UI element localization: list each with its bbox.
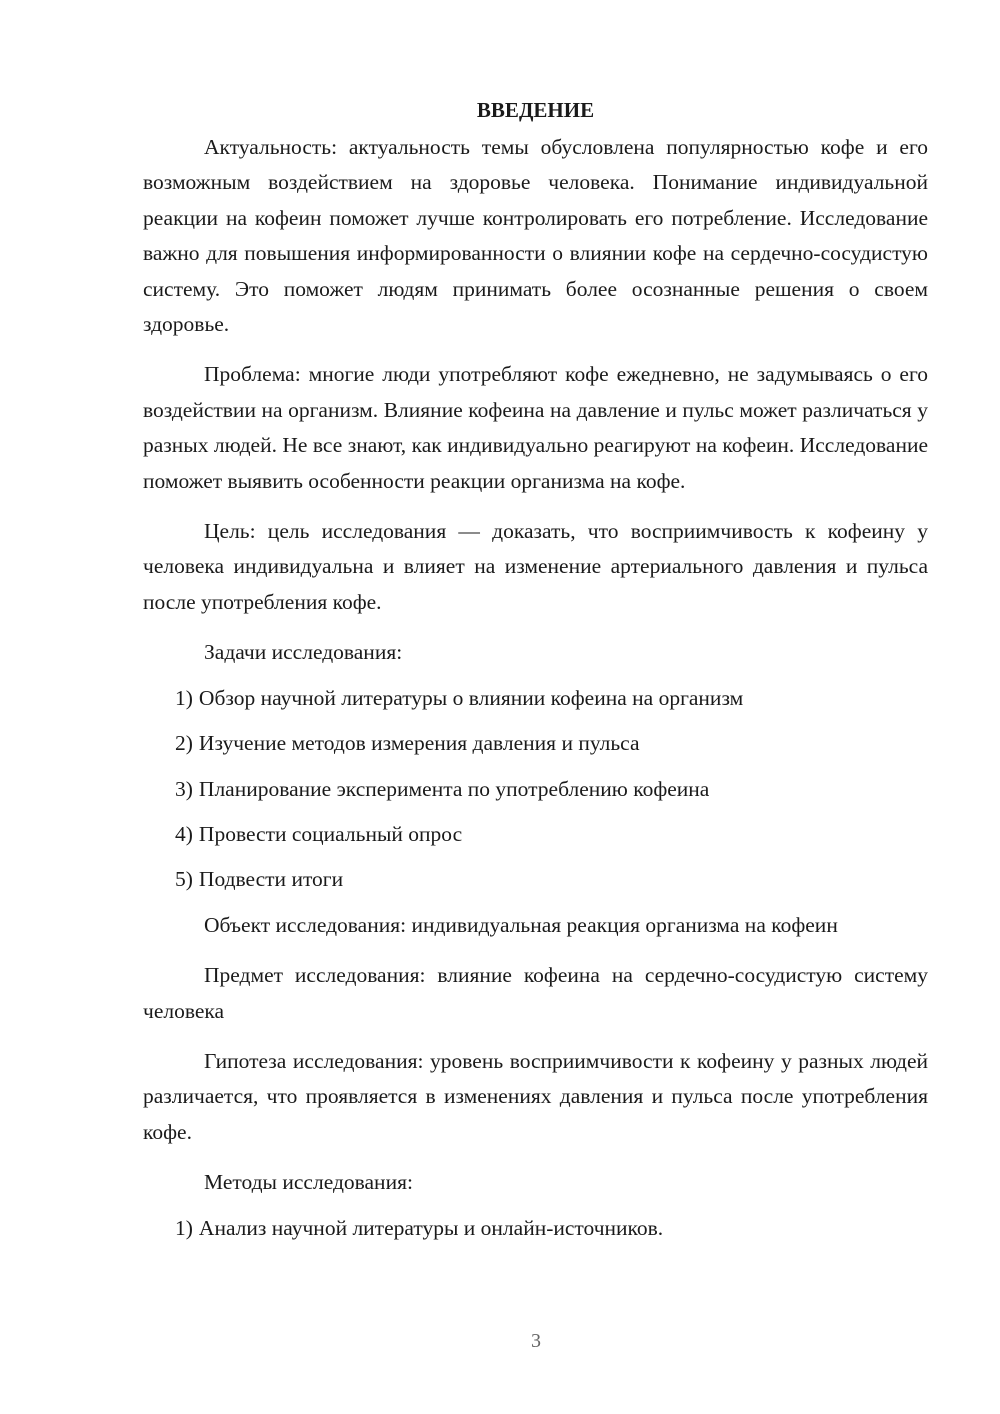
list-text: Анализ научной литературы и онлайн-источников. bbox=[198, 1215, 664, 1240]
list-text: Планирование эксперимента по употреблению кофеина bbox=[198, 776, 710, 801]
list-item bbox=[143, 772, 928, 807]
list-number: 3) bbox=[175, 776, 193, 801]
paragraph-object: Объект исследования: индивидуальная реакция организма на кофеин bbox=[204, 912, 838, 937]
list-item bbox=[143, 862, 928, 897]
list-number: 2) bbox=[175, 731, 193, 756]
list-number: 1) bbox=[175, 1215, 193, 1240]
page-number: 3 bbox=[531, 1330, 541, 1352]
list-text: Обзор научной литературы о влиянии кофеина на организм bbox=[198, 685, 744, 710]
list-number: 1) bbox=[175, 685, 193, 710]
document-page bbox=[143, 92, 928, 1256]
list-text: Провести социальный опрос bbox=[198, 821, 463, 846]
list-text: Подвести итоги bbox=[198, 867, 344, 892]
list-item bbox=[143, 1211, 928, 1246]
paragraph-relevance: Актуальность: актуальность темы обусловлена популярностью кофе и его возможным воздействием на здоровье человека. Понимание индивидуальной реакции на кофеин поможет лучше контролировать его потребление. Исследование важно для повышения информированности о влиянии кофе на сердечно-сосудистую систему. Это поможет людям принимать более осознанные решения о своем здоровье. bbox=[143, 135, 928, 337]
list-number: 4) bbox=[175, 821, 193, 846]
methods-heading: Методы исследования: bbox=[204, 1170, 413, 1195]
list-item bbox=[143, 681, 928, 716]
list-number: 5) bbox=[175, 867, 193, 892]
list-item bbox=[143, 726, 928, 761]
list-item bbox=[143, 817, 928, 852]
paragraph-hypothesis: Гипотеза исследования: уровень восприимчивости к кофеину у разных людей различается, что проявляется в изменениях давления и пульса после употребления кофе. bbox=[143, 1048, 928, 1144]
paragraph-goal: Цель: цель исследования — доказать, что восприимчивость к кофеину у человека индивидуальна и влияет на изменение артериального давления и пульса после употребления кофе. bbox=[143, 519, 928, 614]
page-title: ВВЕДЕНИЕ bbox=[476, 98, 595, 122]
paragraph-problem: Проблема: многие люди употребляют кофе ежедневно, не задумываясь о его воздействии на организм. Влияние кофеина на давление и пульс может различаться у разных людей. Не все знают, как индивидуально реагируют на кофеин. Исследование поможет выявить особенности реакции организма на кофе. bbox=[143, 362, 928, 493]
paragraph-subject: Предмет исследования: влияние кофеина на сердечно-сосудистую систему человека bbox=[143, 963, 928, 1023]
list-text: Изучение методов измерения давления и пульса bbox=[198, 731, 640, 756]
tasks-heading: Задачи исследования: bbox=[204, 640, 403, 665]
